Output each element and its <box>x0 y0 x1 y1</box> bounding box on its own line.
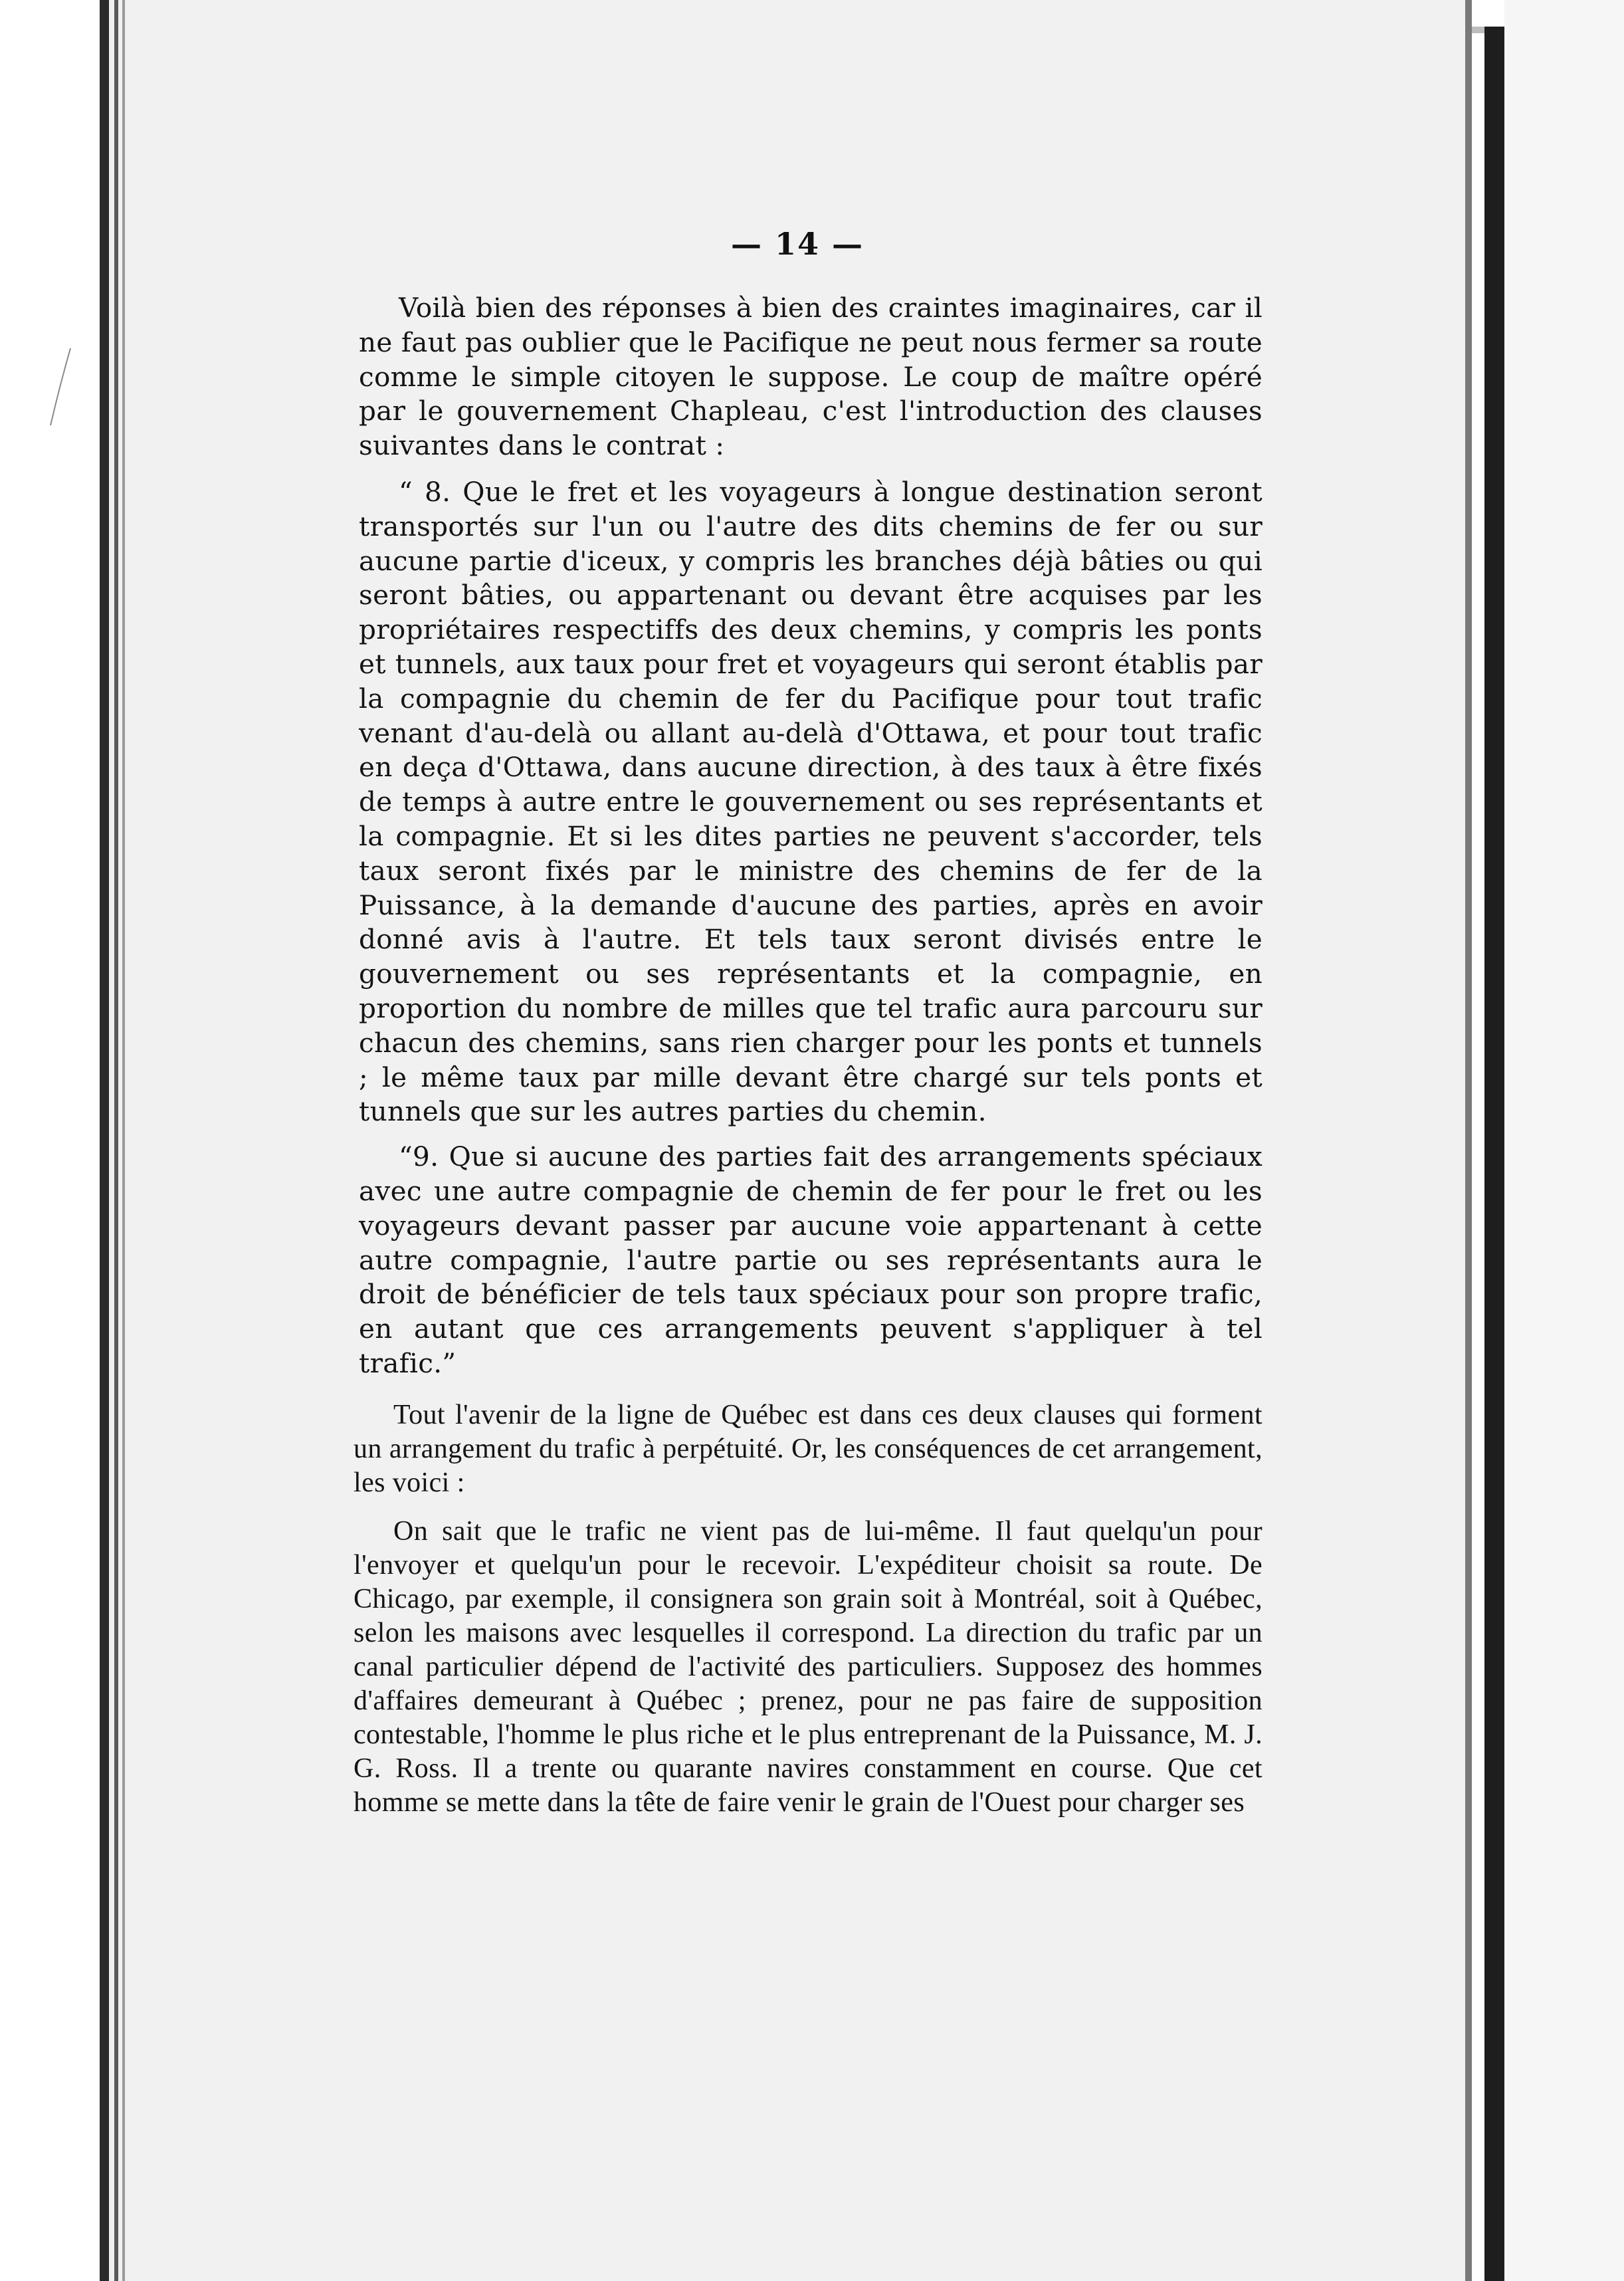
page-body <box>354 291 1263 1820</box>
right-page-shadow <box>1465 0 1472 2281</box>
paragraph-clause-9: “9. Que si aucune des parties fait des arrangements spéciaux avec une autre compagnie de chemin de fer pour le fret ou les voyageurs devant passer par aucune voie appartenant à cette autre compagnie, l'autre partie ou ses représentants aura le droit de bénéficier de tels taux spéciaux pour son propre trafic, en autant que ces arrangements peuvent s'appliquer à tel trafic.” <box>359 1140 1263 1379</box>
paragraph-avenir: Tout l'avenir de la ligne de Québec est dans ces deux clauses qui forment un arrangement du trafic à perpétuité. Or, les conséquences de cet arrangement, les voici : <box>354 1399 1263 1498</box>
left-gutter-edge-light <box>122 0 125 2281</box>
left-gutter-edge-inner <box>114 0 118 2281</box>
page-number: — 14 — <box>730 226 864 262</box>
paragraph-clause-8: “ 8. Que le fret et les voyageurs à longue destination seront transportés sur l'un ou l'autre des dits chemins de fer ou sur aucune partie d'iceux, y compris les branches déjà bâties ou qui seront bâties, ou appartenant ou devant être acquises par les propriétaires respectiffs des deux chemins, y compris les ponts et tunnels, aux taux pour fret et voyageurs qui seront établis par la compagnie du chemin de fer du Pacifique pour tout trafic venant d'au-delà ou allant au-delà d'Ottawa, et pour tout trafic en deça d'Ottawa, dans aucune direction, à des taux à être fixés de temps à autre entre le gouvernement ou ses représentants et la compagnie. Et si les dites parties ne peuvent s'accorder, tels taux seront fixés par le ministre des chemins de fer de la Puissance, à la demande d'aucune des parties, après en avoir donné avis à l'autre. Et tels taux seront divisés entre le gouvernement ou ses représentants et la compagnie, en proportion du nombre de milles que tel trafic aura parcouru sur chacun des chemins, sans rien charger pour les ponts et tunnels ; le même taux par mille devant être chargé sur tels ponts et tunnels que sur les autres parties du chemin. <box>359 475 1263 1128</box>
paragraph-trafic: On sait que le trafic ne vient pas de lui-même. Il faut quelqu'un pour l'envoyer et quelqu'un pour le recevoir. L'expéditeur choisit sa route. De Chicago, par exemple, il consignera son grain soit à Montréal, soit à Québec, selon les maisons avec lesquelles il correspond. La direction du trafic par un canal particulier dépend de l'activité des particuliers. Supposez des hommes d'affaires demeurant à Québec ; prenez, pour ne pas faire de supposition contestable, l'homme le plus riche et le plus entreprenant de la Puissance, M. J. G. Ross. Il a trente ou quarante navires constamment en course. Que cet homme se mette dans la tête de faire venir le grain de l'Ouest pour charger ses <box>354 1515 1263 1818</box>
left-gutter-edge <box>100 0 109 2281</box>
paragraph-intro: Voilà bien des réponses à bien des craintes imaginaires, car il ne faut pas oublier que le Pacifique ne peut nous fermer sa route comme le simple citoyen le suppose. Le coup de maître opéré par le gouvernement Chapleau, c'est l'introduction des clauses suivantes dans le contrat : <box>359 292 1263 462</box>
next-page-sliver <box>1504 0 1624 2281</box>
right-page-edge <box>1484 27 1504 2281</box>
margin-pencil-mark <box>47 346 73 432</box>
